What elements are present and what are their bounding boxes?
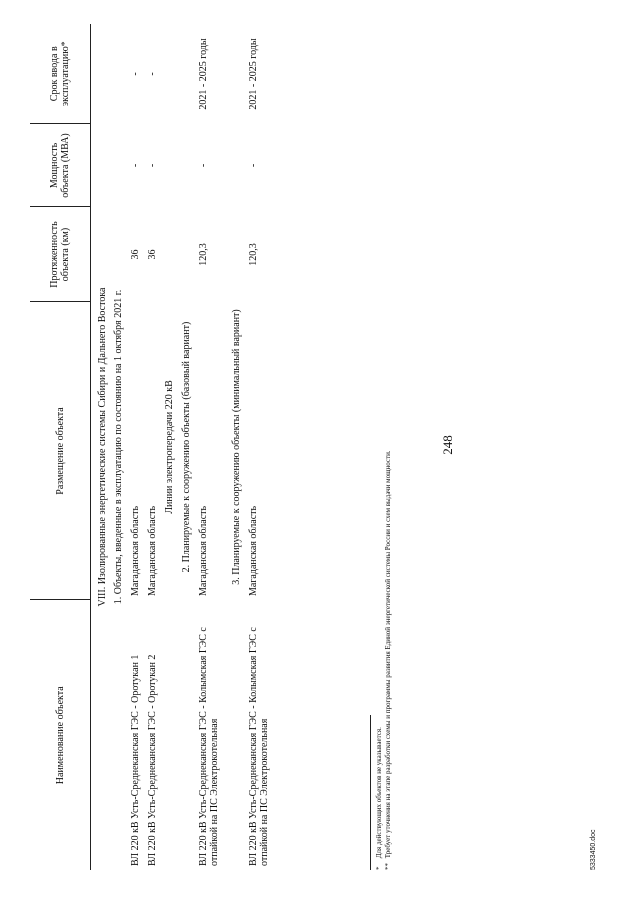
- object-length: 120,3: [198, 243, 209, 266]
- object-power: -: [248, 163, 259, 168]
- section-title: VIII. Изолированные энергетические системы Сибири и Дальнего Востока: [97, 287, 108, 607]
- object-name: ВЛ 220 кВ Усть-Среднеканская ГЭС - Оротукан 1: [130, 654, 141, 866]
- subsection-1-row: [110, 24, 127, 870]
- object-power: -: [198, 163, 209, 168]
- object-length: 120,3: [248, 243, 259, 266]
- object-name: ВЛ 220 кВ Усть-Среднеканская ГЭС - Оротукан 2: [147, 654, 158, 866]
- subsection-2-row: [178, 24, 195, 870]
- object-term: 2021 - 2025 годы: [248, 38, 259, 110]
- footnote-mark: **: [384, 863, 392, 870]
- header-location: Размещение объекта: [30, 302, 91, 600]
- header-name: Наименование объекта: [30, 600, 91, 870]
- section-title-row: [91, 24, 111, 870]
- footnote: [375, 270, 384, 870]
- table-row: [144, 24, 161, 870]
- object-length: 36: [147, 249, 158, 260]
- footnote-text: Требует уточнения на этапе разработки схемы и программы развития Единой энергетической системы России и схем выдачи мощности.: [384, 450, 392, 859]
- object-term: 2021 - 2025 годы: [198, 38, 209, 110]
- object-name: ВЛ 220 кВ Усть-Среднеканская ГЭС - Колымская ГЭС с отпайкой на ПС Электрокотельная: [198, 627, 220, 866]
- page-number: 248: [440, 435, 455, 455]
- object-name: ВЛ 220 кВ Усть-Среднеканская ГЭС - Колымская ГЭС с отпайкой на ПС Электрокотельная: [248, 627, 270, 866]
- lines-title: Линии электропередачи 220 кВ: [164, 380, 175, 514]
- object-power: -: [147, 163, 158, 168]
- subsection-3-row: [223, 24, 245, 870]
- lines-title-row: [161, 24, 178, 870]
- footnotes: [370, 270, 393, 870]
- object-location: Магаданская область: [147, 505, 158, 596]
- table-row: [195, 24, 223, 870]
- footnote: [384, 270, 393, 870]
- subsection-title-1: 1. Объекты, введенные в эксплуатацию по состоянию на 1 октября 2021 г.: [113, 289, 124, 605]
- object-term: -: [147, 72, 158, 76]
- subsection-title-3: 3. Планируемые к сооружению объекты (минимальный вариант): [231, 309, 242, 585]
- header-length: Протяженность объекта (км): [30, 207, 91, 302]
- subsection-title-2: 2. Планируемые к сооружению объекты (базовый вариант): [181, 321, 192, 573]
- footnote-mark: *: [375, 866, 383, 870]
- header-power: Мощность объекта (МВА): [30, 124, 91, 207]
- object-location: Магаданская область: [248, 505, 259, 596]
- document-code: 5333450.doc: [590, 829, 597, 870]
- header-term: Срок ввода в эксплуатацию*: [30, 24, 91, 124]
- object-location: Магаданская область: [198, 505, 209, 596]
- object-location: Магаданская область: [130, 505, 141, 596]
- table-row: [127, 24, 144, 870]
- object-power: -: [130, 163, 141, 168]
- table-header-row: [30, 24, 91, 870]
- table-row: [245, 24, 273, 870]
- object-term: -: [130, 72, 141, 76]
- footnote-text: Для действующих объектов не указывается.: [375, 727, 383, 859]
- footnote-divider: [370, 715, 371, 870]
- object-length: 36: [130, 249, 141, 260]
- objects-table: [30, 24, 273, 870]
